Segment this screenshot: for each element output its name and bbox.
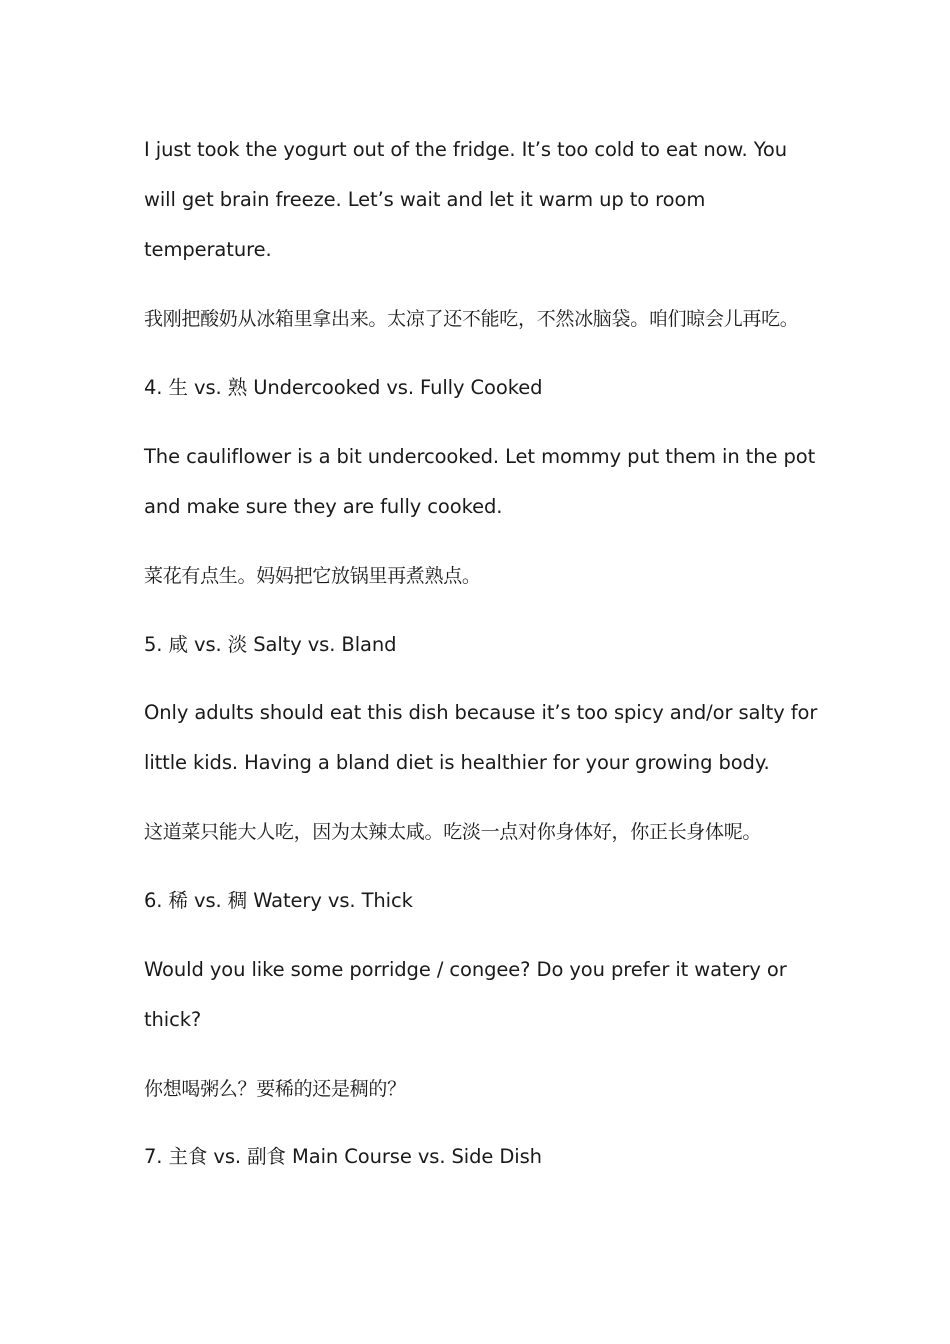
paragraph-line: thick? <box>144 1008 202 1031</box>
chinese-translation: 我刚把酸奶从冰箱里拿出来。太凉了还不能吃，不然冰脑袋。咱们晾会儿再吃。 <box>144 308 799 330</box>
section-heading-6: 6. 稀 vs. 稠 Watery vs. Thick <box>144 889 413 912</box>
chinese-translation: 菜花有点生。妈妈把它放锅里再煮熟点。 <box>144 565 481 587</box>
paragraph-line: and make sure they are fully cooked. <box>144 495 503 518</box>
paragraph-line: temperature. <box>144 238 272 261</box>
section-heading-5: 5. 咸 vs. 淡 Salty vs. Bland <box>144 633 397 656</box>
paragraph-line: The cauliflower is a bit undercooked. Let mommy put them in the pot <box>144 445 816 468</box>
paragraph-line: I just took the yogurt out of the fridge. It’s too cold to eat now. You <box>144 138 787 161</box>
section-heading-4: 4. 生 vs. 熟 Undercooked vs. Fully Cooked <box>144 376 543 399</box>
paragraph-line: Would you like some porridge / congee? Do you prefer it watery or <box>144 958 787 981</box>
chinese-translation: 这道菜只能大人吃，因为太辣太咸。吃淡一点对你身体好，你正长身体呢。 <box>144 821 762 843</box>
paragraph-line: Only adults should eat this dish because it’s too spicy and/or salty for <box>144 701 818 724</box>
section-heading-7: 7. 主食 vs. 副食 Main Course vs. Side Dish <box>144 1145 542 1168</box>
paragraph-line: will get brain freeze. Let’s wait and let it warm up to room <box>144 188 706 211</box>
chinese-translation: 你想喝粥么？要稀的还是稠的？ <box>144 1078 406 1100</box>
paragraph-line: little kids. Having a bland diet is healthier for your growing body. <box>144 751 770 774</box>
